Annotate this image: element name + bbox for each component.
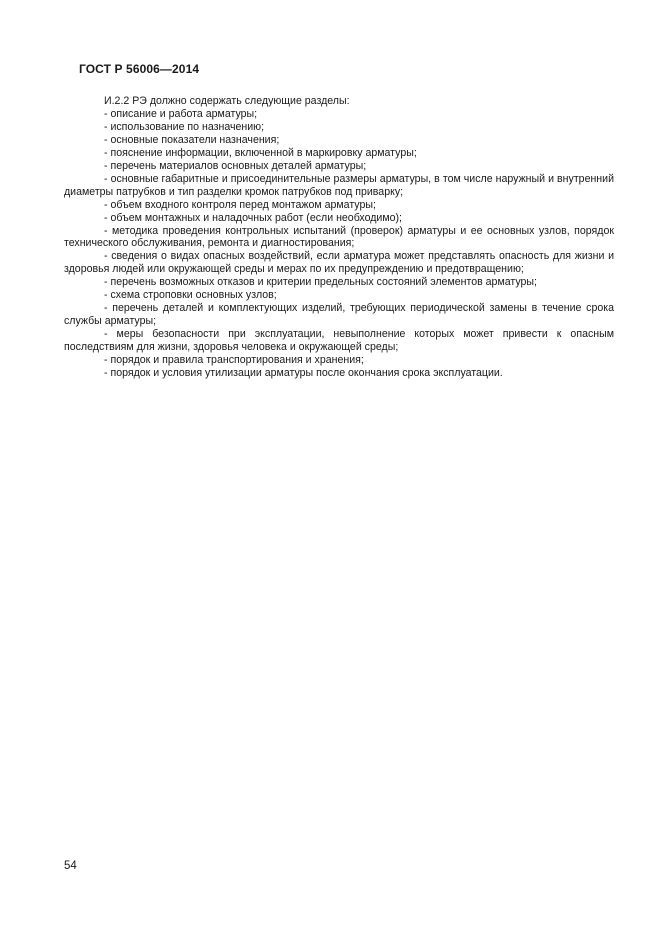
list-item: - сведения о видах опасных воздействий, если арматура может представлять опасность для жизни и здоровья людей или окружающей среды и мерах по их предупреждению и предотвращению;: [64, 250, 614, 276]
list-item: - использование по назначению;: [104, 120, 265, 133]
list-item: - меры безопасности при эксплуатации, невыполнение которых может привести к опасным последствиям для жизни, здоровья человека и окружающей среды;: [64, 328, 614, 354]
document-header: ГОСТ Р 56006—2014: [79, 62, 200, 76]
list-item: - основные показатели назначения;: [104, 133, 280, 146]
list-item: - описание и работа арматуры;: [104, 107, 258, 120]
list-item: - перечень возможных отказов и критерии предельных состояний элементов арматуры;: [104, 276, 537, 289]
section-body: [64, 95, 614, 380]
list-item: - порядок и правила транспортирования и хранения;: [104, 354, 364, 367]
page-number: 54: [64, 860, 77, 872]
list-item: - объем монтажных и наладочных работ (если необходимо);: [104, 211, 402, 224]
list-item: - порядок и условия утилизации арматуры после окончания срока эксплуатации.: [104, 367, 503, 380]
list-item: - перечень деталей и комплектующих изделий, требующих периодической замены в течение срока службы арматуры;: [64, 302, 614, 328]
list-item: - схема строповки основных узлов;: [104, 289, 277, 302]
list-item: - пояснение информации, включенной в маркировку арматуры;: [104, 146, 417, 159]
list-item: - перечень материалов основных деталей арматуры;: [104, 159, 367, 172]
list-item: - основные габаритные и присоединительные размеры арматуры, в том числе наружный и внутренний диаметры патрубков и тип разделки кромок патрубков под приварку;: [64, 172, 614, 198]
section-intro: И.2.2 РЭ должно содержать следующие разделы:: [104, 95, 350, 107]
list-item: - объем входного контроля перед монтажом арматуры;: [104, 198, 376, 211]
list-item: - методика проведения контрольных испытаний (проверок) арматуры и ее основных узлов, порядок технического обслуживания, ремонта и диагностирования;: [64, 224, 614, 250]
